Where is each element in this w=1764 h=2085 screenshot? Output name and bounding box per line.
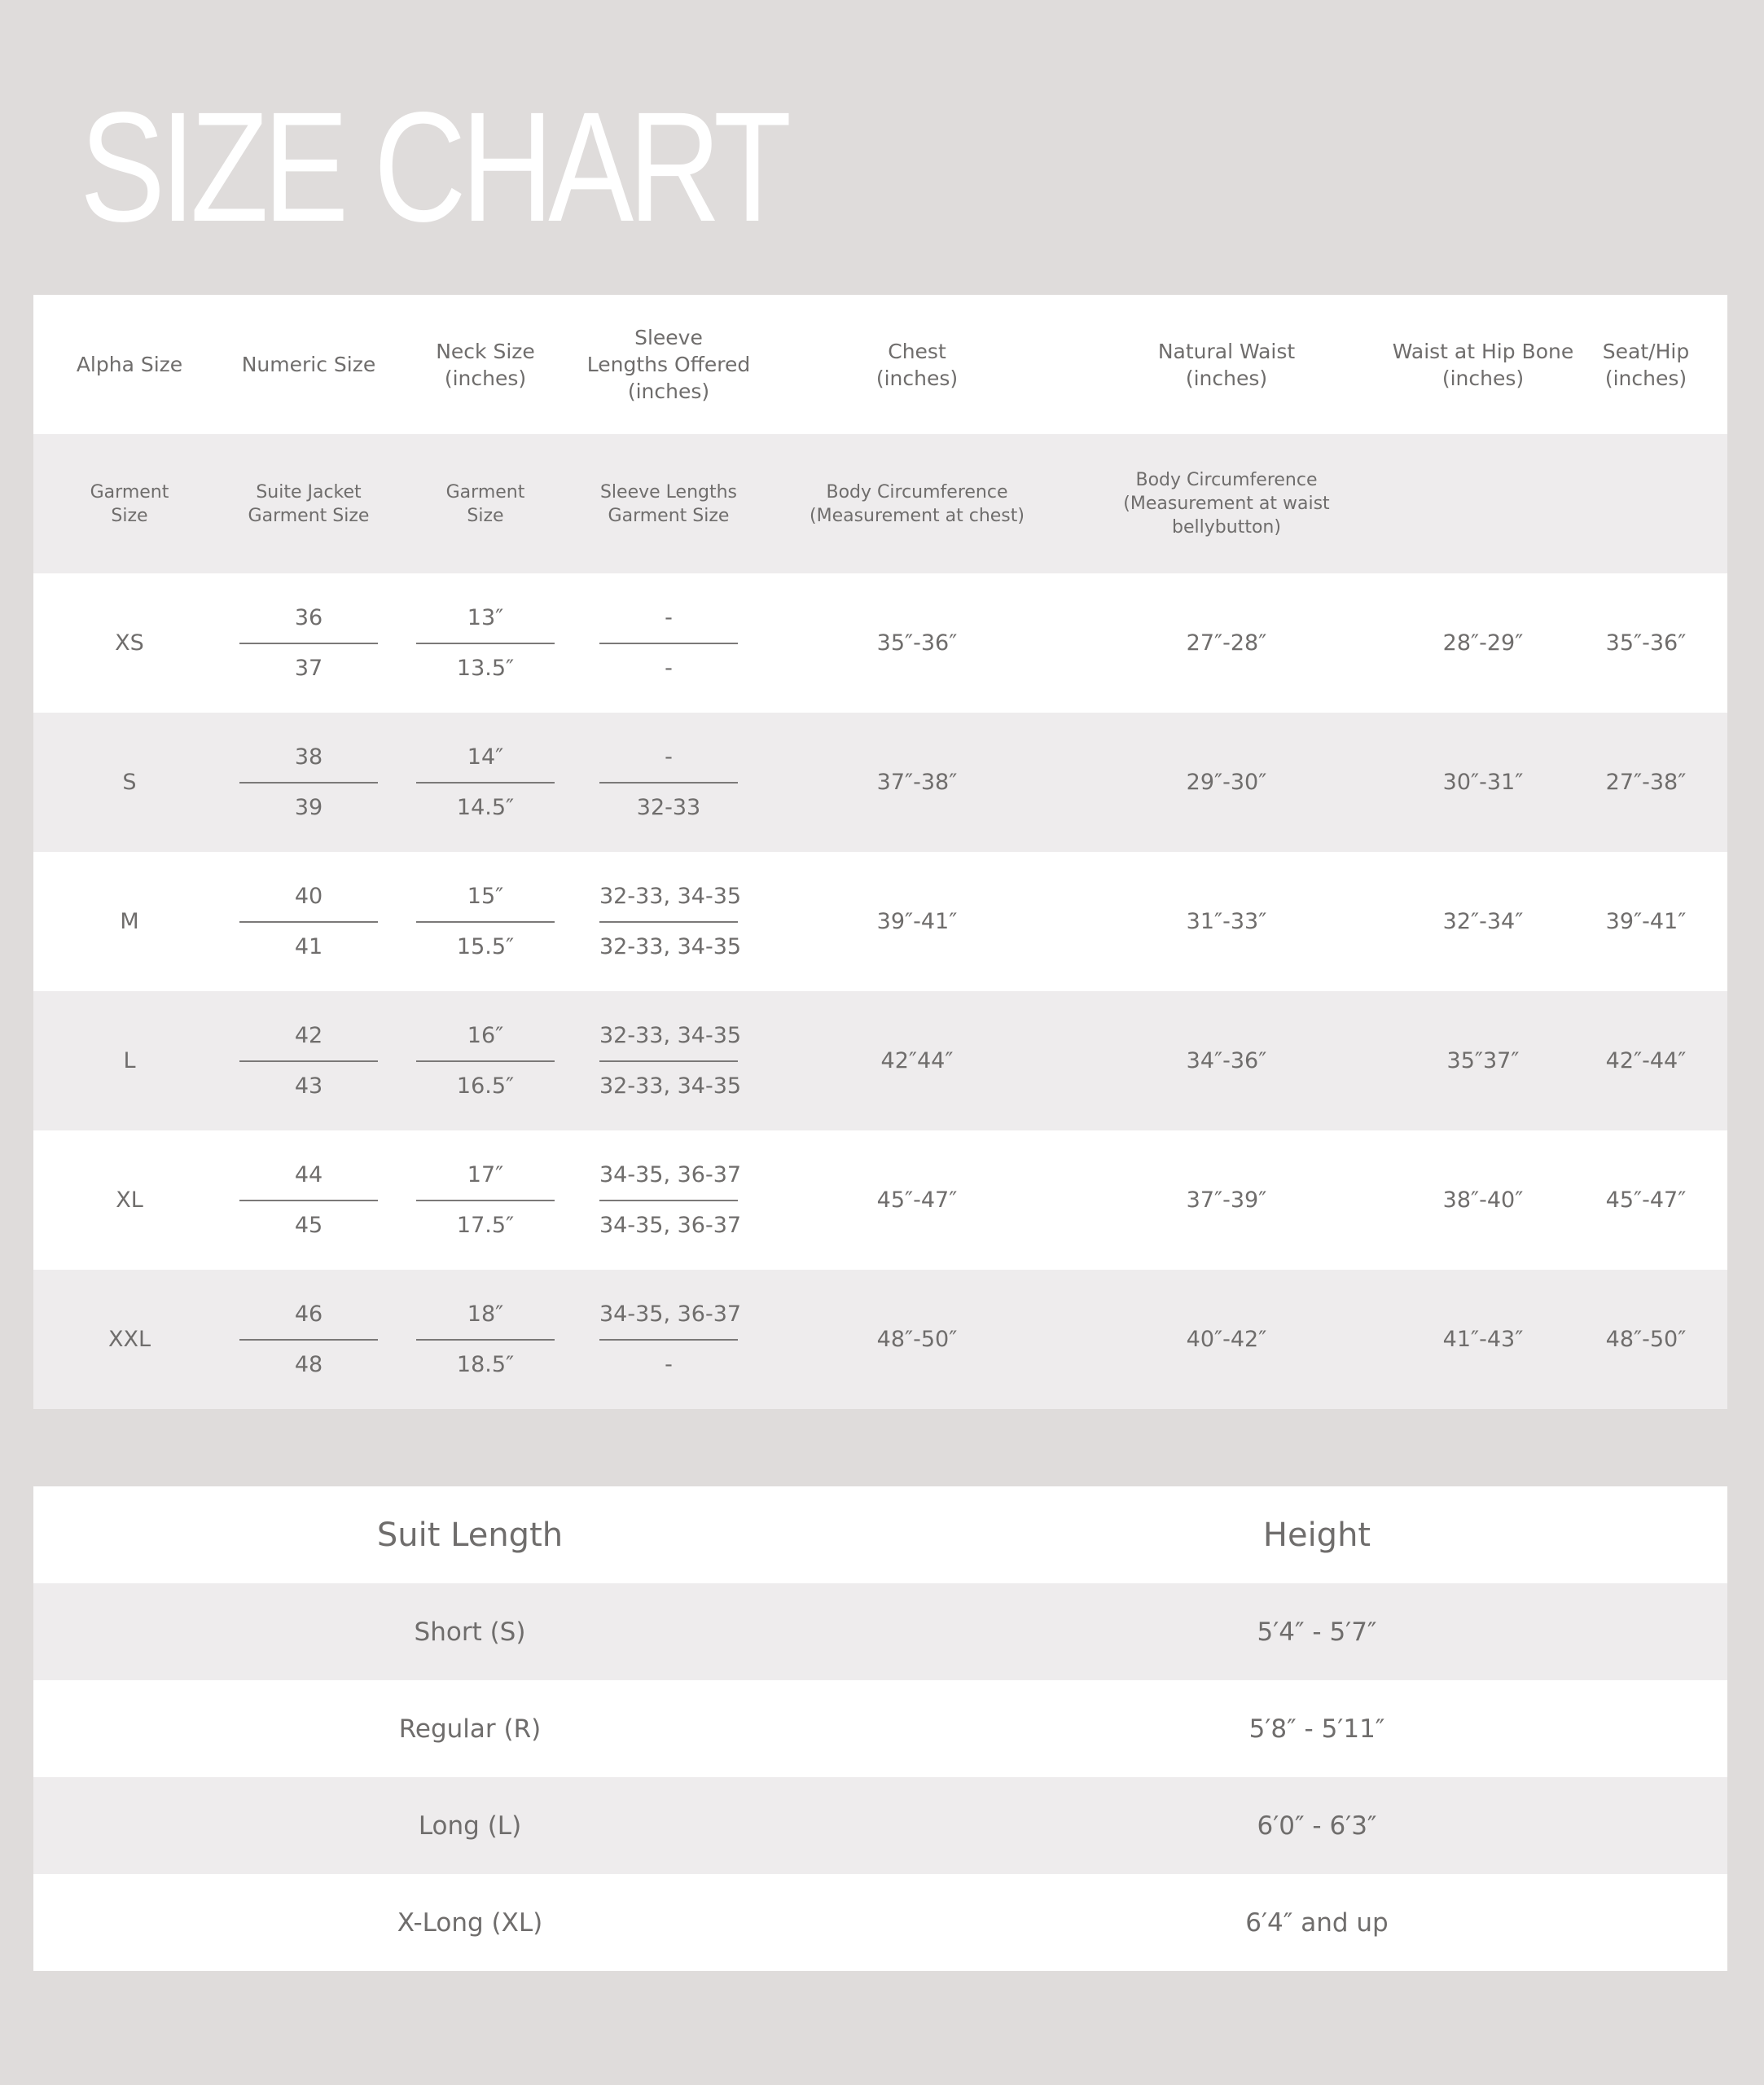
sleeve-bottom: 34-35, 36-37 — [599, 1212, 742, 1238]
suit-length-table — [33, 1486, 1727, 1971]
subheader-line: Body Circumference — [826, 481, 1008, 503]
neck-top: 14″ — [467, 744, 504, 770]
size-row-m — [33, 852, 1727, 991]
length-row-regular — [33, 1680, 1727, 1777]
numeric-bottom: 37 — [294, 655, 323, 681]
header-line: Chest — [888, 339, 946, 363]
chest-cell: 42″44″ — [880, 1048, 954, 1073]
sleeve-length-cell — [563, 713, 774, 852]
height-cell: 5′4″ - 5′7″ — [1257, 1617, 1377, 1647]
numeric-top: 42 — [294, 1022, 323, 1048]
suit-length-cell: Short (S) — [414, 1617, 526, 1647]
header-line: (inches) — [1185, 366, 1268, 390]
size-row-l — [33, 991, 1727, 1130]
natural-waist-cell: 34″-36″ — [1186, 1048, 1267, 1073]
suit-length-cell: Regular (R) — [398, 1714, 542, 1744]
subheader-alpha — [58, 434, 201, 573]
neck-top: 18″ — [467, 1301, 504, 1327]
sleeve-length-cell — [563, 1270, 774, 1409]
header-seat-hip — [1564, 295, 1727, 434]
subheader-line: Suite Jacket — [256, 481, 362, 503]
subheader-line: Size — [111, 505, 148, 526]
header-line: (inches) — [627, 380, 710, 403]
hip-bone-cell: 28″-29″ — [1442, 630, 1524, 656]
neck-bottom: 13.5″ — [456, 655, 515, 681]
numeric-top: 44 — [294, 1161, 323, 1187]
suit-length-cell: Long (L) — [418, 1811, 522, 1841]
header-line: (inches) — [1604, 366, 1687, 390]
neck-size-cell — [382, 713, 589, 852]
sleeve-top: 34-35, 36-37 — [599, 1161, 742, 1187]
header-line: Numeric Size — [241, 353, 376, 376]
chest-cell: 39″-41″ — [876, 909, 958, 934]
subheader-line: (Measurement at chest) — [810, 505, 1025, 526]
length-table-header-row — [33, 1486, 1727, 1583]
hip-bone-cell: 35″37″ — [1446, 1048, 1520, 1073]
header-sleeve-lengths — [563, 295, 774, 434]
header-height: Height — [1262, 1516, 1371, 1554]
height-cell: 5′8″ - 5′11″ — [1248, 1714, 1385, 1744]
alpha-size-cell: L — [123, 1048, 136, 1073]
neck-bottom: 16.5″ — [456, 1073, 515, 1099]
sleeve-bottom: 32-33, 34-35 — [599, 933, 742, 959]
subheader-line: Garment Size — [608, 505, 730, 526]
length-row-long — [33, 1777, 1727, 1874]
sleeve-length-cell — [563, 852, 774, 991]
size-table-header-row — [33, 295, 1727, 434]
subheader-line: Garment Size — [248, 505, 370, 526]
alpha-size-cell: S — [122, 770, 137, 795]
sleeve-bottom: - — [665, 1351, 673, 1377]
size-row-xxl — [33, 1270, 1727, 1409]
neck-top: 16″ — [467, 1022, 504, 1048]
alpha-size-cell: XL — [116, 1187, 143, 1213]
sleeve-length-cell — [563, 991, 774, 1130]
sleeve-bottom: 32-33 — [636, 794, 701, 820]
header-line: (inches) — [875, 366, 959, 390]
subheader-line: Body Circumference — [1135, 470, 1318, 490]
sleeve-top: 32-33, 34-35 — [599, 883, 742, 909]
hip-bone-cell: 30″-31″ — [1442, 770, 1524, 795]
header-line: Seat/Hip — [1602, 339, 1690, 363]
alpha-size-cell: M — [120, 909, 139, 934]
natural-waist-cell: 27″-28″ — [1186, 630, 1267, 656]
sleeve-top: - — [665, 604, 673, 630]
neck-bottom: 14.5″ — [456, 794, 515, 820]
sleeve-top: - — [665, 744, 673, 770]
page-title: SIZE CHART — [80, 79, 787, 254]
subheader-line: Sleeve Lengths — [599, 481, 738, 503]
neck-bottom: 18.5″ — [456, 1351, 515, 1377]
subheader-line: Garment — [445, 481, 525, 503]
seat-hip-cell: 48″-50″ — [1605, 1327, 1687, 1352]
natural-waist-cell: 29″-30″ — [1186, 770, 1267, 795]
header-line: Lengths Offered — [586, 353, 751, 376]
chest-cell: 48″-50″ — [876, 1327, 958, 1352]
length-row-short — [33, 1583, 1727, 1680]
numeric-bottom: 41 — [294, 933, 323, 959]
header-neck-size — [382, 295, 589, 434]
height-cell: 6′0″ - 6′3″ — [1257, 1811, 1377, 1841]
size-row-xl — [33, 1130, 1727, 1270]
size-table-subheader-row — [33, 434, 1727, 573]
subheader-natural-waist — [1051, 434, 1402, 573]
numeric-bottom: 39 — [294, 794, 323, 820]
subheader-line: Garment — [90, 481, 169, 503]
suit-length-cell: X-Long (XL) — [397, 1907, 543, 1938]
alpha-size-cell: XXL — [108, 1327, 151, 1352]
natural-waist-cell: 40″-42″ — [1186, 1327, 1267, 1352]
numeric-bottom: 48 — [294, 1351, 323, 1377]
size-row-s — [33, 713, 1727, 852]
alpha-size-cell: XS — [115, 630, 144, 656]
header-suit-length: Suit Length — [376, 1516, 564, 1554]
neck-bottom: 17.5″ — [456, 1212, 515, 1238]
header-chest — [766, 295, 1068, 434]
neck-top: 15″ — [467, 883, 504, 909]
neck-top: 13″ — [467, 604, 504, 630]
numeric-top: 40 — [294, 883, 323, 909]
subheader-line: Size — [467, 505, 504, 526]
header-line: Natural Waist — [1157, 339, 1296, 363]
chest-cell: 45″-47″ — [876, 1187, 958, 1213]
neck-size-cell — [382, 991, 589, 1130]
neck-size-cell — [382, 573, 589, 713]
seat-hip-cell: 45″-47″ — [1605, 1187, 1687, 1213]
seat-hip-cell: 42″-44″ — [1605, 1048, 1687, 1073]
height-cell: 6′4″ and up — [1245, 1907, 1389, 1938]
numeric-top: 36 — [294, 604, 323, 630]
size-table — [33, 295, 1727, 1409]
sleeve-length-cell — [563, 1130, 774, 1270]
hip-bone-cell: 41″-43″ — [1442, 1327, 1524, 1352]
hip-bone-cell: 32″-34″ — [1442, 909, 1524, 934]
seat-hip-cell: 35″-36″ — [1605, 630, 1687, 656]
numeric-bottom: 43 — [294, 1073, 323, 1099]
header-line: Alpha Size — [76, 353, 183, 376]
subheader-neck — [382, 434, 589, 573]
sleeve-bottom: 32-33, 34-35 — [599, 1073, 742, 1099]
sleeve-top: 32-33, 34-35 — [599, 1022, 742, 1048]
subheader-sleeve — [563, 434, 774, 573]
sleeve-bottom: - — [665, 655, 673, 681]
sleeve-top: 34-35, 36-37 — [599, 1301, 742, 1327]
neck-size-cell — [382, 1270, 589, 1409]
sleeve-length-cell — [563, 573, 774, 713]
subheader-line: (Measurement at waist — [1123, 494, 1330, 514]
header-line: (inches) — [1441, 366, 1525, 390]
subheader-line: bellybutton) — [1172, 517, 1281, 538]
hip-bone-cell: 38″-40″ — [1442, 1187, 1524, 1213]
neck-bottom: 15.5″ — [456, 933, 515, 959]
size-row-xs — [33, 573, 1727, 713]
numeric-bottom: 45 — [294, 1212, 323, 1238]
header-line: Waist at Hip Bone — [1392, 339, 1574, 363]
natural-waist-cell: 37″-39″ — [1186, 1187, 1267, 1213]
length-row-xlong — [33, 1874, 1727, 1971]
natural-waist-cell: 31″-33″ — [1186, 909, 1267, 934]
header-line: Sleeve — [634, 326, 703, 349]
header-alpha-size — [58, 295, 201, 434]
neck-top: 17″ — [467, 1161, 504, 1187]
chest-cell: 37″-38″ — [876, 770, 958, 795]
numeric-top: 38 — [294, 744, 323, 770]
neck-size-cell — [382, 852, 589, 991]
seat-hip-cell: 39″-41″ — [1605, 909, 1687, 934]
numeric-top: 46 — [294, 1301, 323, 1327]
chest-cell: 35″-36″ — [876, 630, 958, 656]
header-line: (inches) — [444, 366, 527, 390]
neck-size-cell — [382, 1130, 589, 1270]
header-line: Neck Size — [436, 339, 535, 363]
seat-hip-cell: 27″-38″ — [1605, 770, 1687, 795]
subheader-chest — [766, 434, 1068, 573]
